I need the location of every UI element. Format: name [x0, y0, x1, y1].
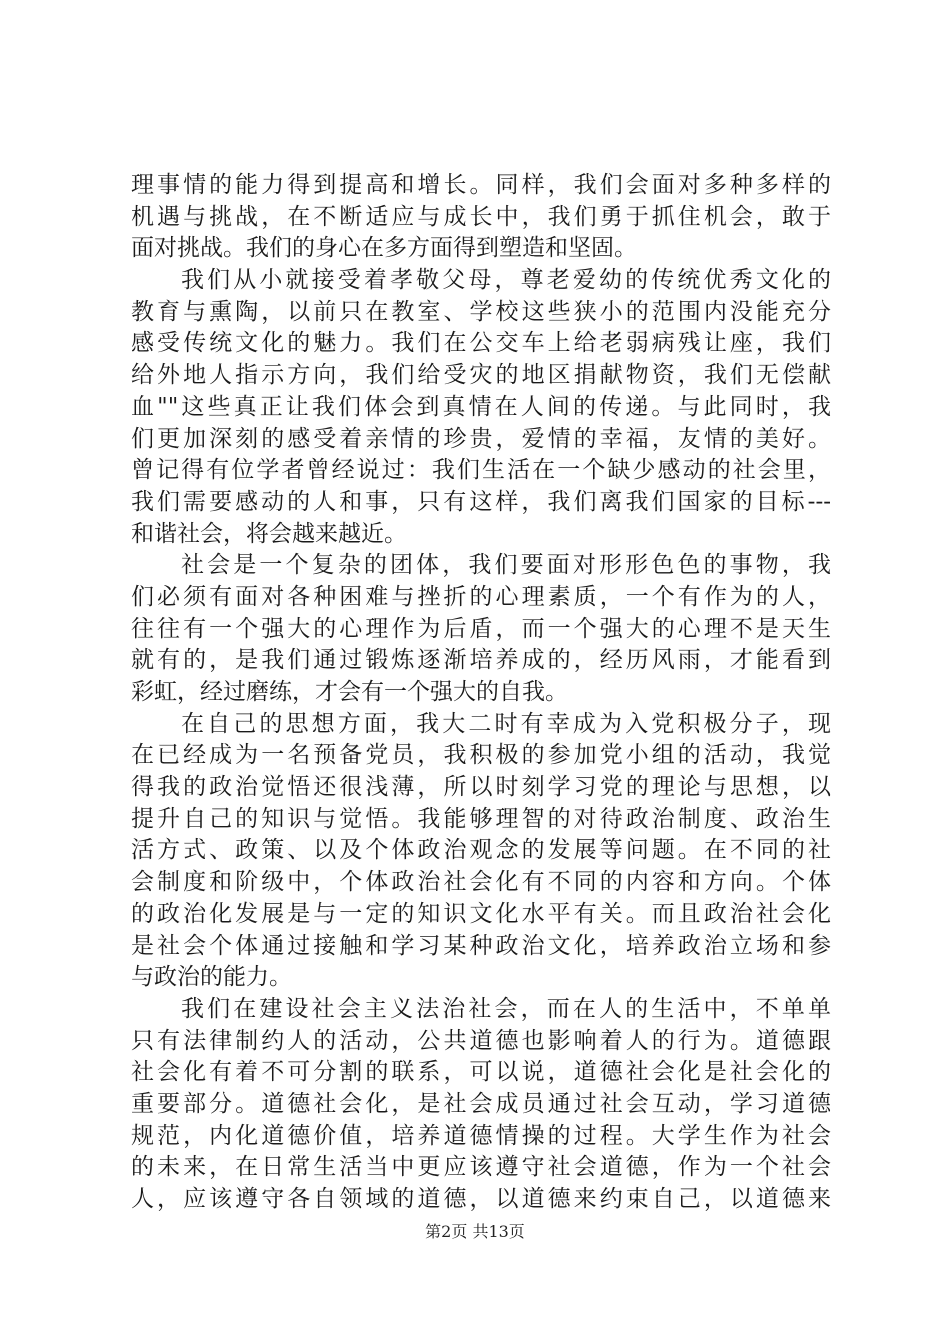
text-line: 们更加深刻的感受着亲情的珍贵，爱情的幸福，友情的美好。: [131, 425, 831, 452]
paragraph-start-line: 社会是一个复杂的团体，我们要面对形形色色的事物，我: [181, 552, 831, 579]
text-line: 血""这些真正让我们体会到真情在人间的传递。与此同时，我: [131, 393, 831, 420]
page-number: 第2页 共13页: [425, 1222, 525, 1241]
text-line: 人，应该遵守各自领域的道德，以道德来约束自己，以道德来: [131, 1186, 831, 1212]
page-footer: [0, 1222, 950, 1242]
text-line: 理事情的能力得到提高和增长。同样，我们会面对多种多样的: [131, 172, 831, 198]
text-line: 社会化有着不可分割的联系，可以说，道德社会化是社会化的: [131, 1059, 831, 1086]
paragraph-start-line: 在自己的思想方面，我大二时有幸成为入党积极分子，现: [181, 710, 831, 737]
text-line: 重要部分。道德社会化，是社会成员通过社会互动，学习道德: [131, 1090, 831, 1117]
text-line: 彩虹，经过磨练，才会有一个强大的自我。: [131, 679, 568, 705]
text-line: 们必须有面对各种困难与挫折的心理素质，一个有作为的人，: [131, 583, 831, 610]
text-line: 我们需要感动的人和事，只有这样，我们离我们国家的目标---: [131, 488, 831, 515]
text-line: 会制度和阶级中，个体政治社会化有不同的内容和方向。个体: [131, 869, 831, 896]
text-line: 只有法律制约人的活动，公共道德也影响着人的行为。道德跟: [131, 1027, 831, 1054]
text-line: 机遇与挑战，在不断适应与成长中，我们勇于抓住机会，敢于: [131, 203, 831, 230]
text-line: 提升自己的知识与觉悟。我能够理智的对待政治制度、政治生: [131, 805, 831, 832]
text-line: 感受传统文化的魅力。我们在公交车上给老弱病残让座，我们: [131, 330, 831, 357]
text-line: 和谐社会，将会越来越近。: [131, 520, 407, 547]
text-line: 面对挑战。我们的身心在多方面得到塑造和坚固。: [131, 235, 637, 262]
text-line: 给外地人指示方向，我们给受灾的地区捐献物资，我们无偿献: [131, 362, 831, 389]
text-line: 得我的政治觉悟还很浅薄，所以时刻学习党的理论与思想，以: [131, 774, 831, 801]
paragraph-start-line: 我们在建设社会主义法治社会，而在人的生活中，不单单: [181, 995, 831, 1022]
text-line: 就有的，是我们通过锻炼逐渐培养成的，经历风雨，才能看到: [131, 647, 831, 674]
text-line: 在已经成为一名预备党员，我积极的参加党小组的活动，我觉: [131, 742, 831, 769]
text-line: 规范，内化道德价值，培养道德情操的过程。大学生作为社会: [131, 1122, 831, 1149]
text-line: 是社会个体通过接触和学习某种政治文化，培养政治立场和参: [131, 932, 831, 959]
text-line: 曾记得有位学者曾经说过：我们生活在一个缺少感动的社会里，: [131, 457, 831, 484]
text-line: 的未来，在日常生活当中更应该遵守社会道德，作为一个社会: [131, 1154, 831, 1181]
text-line: 与政治的能力。: [131, 964, 292, 991]
text-line: 活方式、政策、以及个体政治观念的发展等问题。在不同的社: [131, 837, 831, 864]
text-line: 教育与熏陶，以前只在教室、学校这些狭小的范围内没能充分: [131, 298, 831, 325]
text-line: 的政治化发展是与一定的知识文化水平有关。而且政治社会化: [131, 900, 831, 927]
text-line: 往往有一个强大的心理作为后盾，而一个强大的心理不是天生: [131, 615, 831, 642]
document-body: [131, 170, 831, 1216]
paragraph-start-line: 我们从小就接受着孝敬父母，尊老爱幼的传统优秀文化的: [181, 267, 831, 294]
